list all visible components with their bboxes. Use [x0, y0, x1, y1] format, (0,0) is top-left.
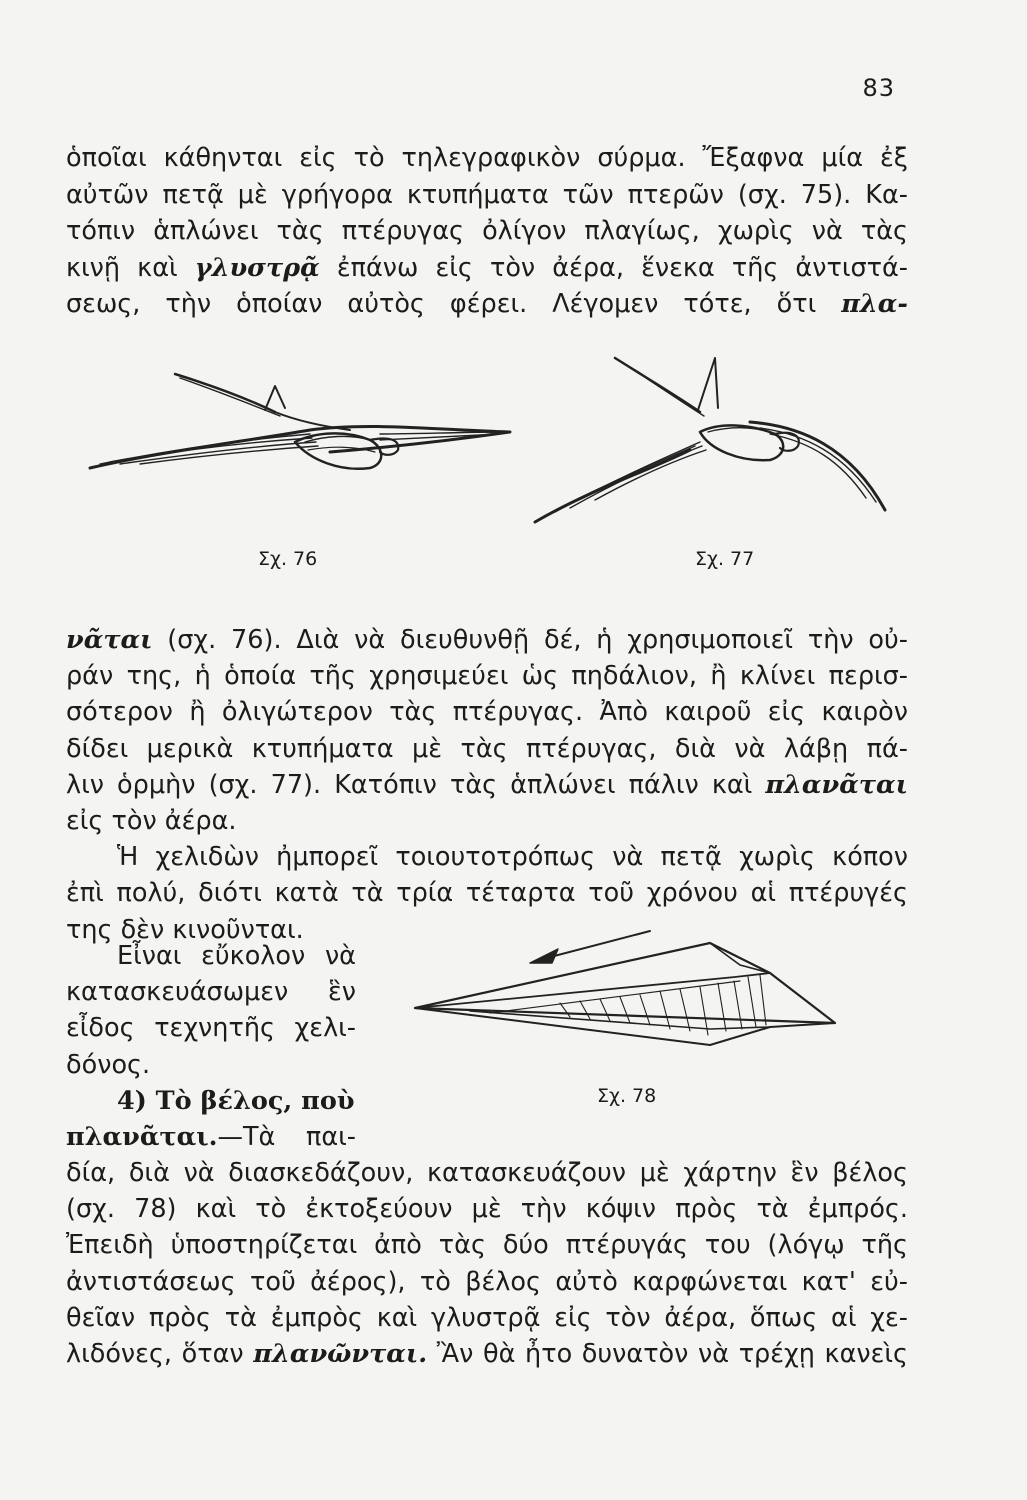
text-line: [66, 1300, 908, 1336]
text-run: τόπιν ἁπλώνει τὰς πτέρυγας ὀλίγον πλαγίως, χωρὶς νὰ τὰς: [66, 216, 908, 246]
figure-77-caption: Σχ. 77: [695, 548, 755, 570]
section-heading: 4) Τὸ βέλος, ποὺ: [66, 1085, 355, 1116]
text-run: (σχ. 78) καὶ τὸ ἐκτοξεύουν μὲ τὴν κόψιν πρὸς τὰ ἐμπρός.: [66, 1194, 908, 1225]
text-run: κινῇ καὶ: [66, 252, 195, 283]
figure-78-caption: Σχ. 78: [597, 1085, 657, 1107]
text-line: [66, 286, 908, 322]
text-run: ἐπὶ πολύ, διότι κατὰ τὰ τρία τέταρτα τοῦ χρόνου αἱ πτέρυγές: [66, 878, 908, 909]
text-line: [66, 731, 908, 767]
text-line: [66, 803, 908, 839]
text-run: ἐπάνω εἰς τὸν ἀέρα, ἕνεκα τῆς ἀντιστά-: [319, 252, 908, 283]
text-run: ράν της, ἡ ὁποία τῆς χρησιμεύει ὡς πηδάλιον, ἢ κλίνει περισ-: [66, 661, 908, 692]
text-line: [66, 1119, 356, 1155]
text-line: [66, 1083, 356, 1119]
text-line: [66, 839, 908, 875]
emphasis-term: νᾶται: [66, 625, 153, 655]
text-line: [66, 658, 908, 694]
text-line: [66, 1227, 908, 1263]
text-line: [66, 1047, 356, 1083]
text-line: [66, 694, 908, 730]
page-number: 83: [862, 74, 895, 102]
emphasis-term: γλυστρᾷ: [194, 252, 320, 283]
text-line: [66, 1336, 908, 1372]
text-line: [66, 213, 908, 249]
emphasis-term: πλανᾶται: [765, 769, 908, 800]
text-line: [66, 1010, 356, 1046]
text-run: Ἡ χελιδὼν ἠμπορεῖ τοιουτοτρόπως νὰ πετᾷ χωρὶς κόπον: [66, 842, 908, 873]
text-run: της δὲν κινοῦνται.: [66, 914, 304, 945]
text-line: [66, 875, 908, 911]
text-run: σότερον ἢ ὀλιγώτερον τὰς πτέρυγας. Ἀπὸ καιροῦ εἰς καιρὸν: [66, 697, 908, 728]
text-run: (σχ. 76). Διὰ νὰ διευθυνθῇ δέ, ἡ χρησιμοποιεῖ τὴν οὐ-: [152, 625, 908, 655]
text-line: [66, 140, 908, 176]
text-run: αὐτῶν πετᾷ μὲ γρήγορα κτυπήματα τῶν πτερῶν (σχ. 75). Κα-: [66, 179, 908, 210]
text-run: λιδόνες, ὅταν: [66, 1339, 254, 1369]
text-run: εἰς τὸν ἀέρα.: [66, 806, 237, 836]
text-run: Εἶναι εὔκολον νὰ: [66, 941, 356, 971]
section-heading: πλανᾶται.: [66, 1122, 218, 1152]
figure-76-caption: Σχ. 76: [258, 548, 318, 570]
text-line: [66, 938, 356, 974]
text-run: ἀντιστάσεως τοῦ ἀέρος), τὸ βέλος αὐτὸ καρφώνεται κατ' εὐ-: [66, 1266, 908, 1297]
text-line: [66, 1264, 908, 1300]
text-run: κατασκευάσωμεν ἓν: [66, 977, 356, 1008]
emphasis-term: πλανῶνται.: [253, 1339, 428, 1369]
text-line: [66, 1191, 908, 1227]
text-run: δόνος.: [66, 1049, 151, 1080]
paper-dart-illustration: [410, 925, 850, 1055]
swallow-flapping-illustration: [530, 350, 895, 530]
text-run: εἶδος τεχνητῆς χελι-: [66, 1013, 356, 1044]
emphasis-term: πλα-: [841, 289, 908, 319]
text-run: δία, διὰ νὰ διασκεδάζουν, κατασκευάζουν μὲ χάρτην ἓν βέλος: [66, 1158, 908, 1188]
text-run: δίδει μερικὰ κτυπήματα μὲ τὰς πτέρυγας, διὰ νὰ λάβῃ πά-: [66, 733, 908, 764]
swallow-gliding-illustration: [80, 360, 520, 500]
text-line: [66, 767, 908, 803]
text-line: [66, 177, 908, 213]
text-line: [66, 1155, 908, 1191]
text-line: [66, 974, 356, 1010]
text-line: [66, 250, 908, 286]
text-run: θεῖαν πρὸς τὰ ἐμπρὸς καὶ γλυστρᾷ εἰς τὸν ἀέρα, ὅπως αἱ χε-: [66, 1302, 908, 1333]
text-run: σεως, τὴν ὁποίαν αὐτὸς φέρει. Λέγομεν τότε, ὅτι: [66, 289, 842, 319]
text-run: ὁποῖαι κάθηνται εἰς τὸ τηλεγραφικὸν σύρμα. Ἔξαφνα μία ἐξ: [66, 143, 908, 173]
text-line: [66, 622, 908, 658]
text-run: λιν ὁρμὴν (σχ. 77). Κατόπιν τὰς ἁπλώνει πάλιν καὶ: [66, 769, 766, 800]
text-run: —Τὰ παι-: [217, 1122, 356, 1152]
text-run: Ἐπειδὴ ὑποστηρίζεται ἀπὸ τὰς δύο πτέρυγάς του (λόγῳ τῆς: [66, 1230, 908, 1261]
text-run: Ἂν θὰ ἦτο δυνατὸν νὰ τρέχῃ κανεὶς: [427, 1339, 909, 1369]
